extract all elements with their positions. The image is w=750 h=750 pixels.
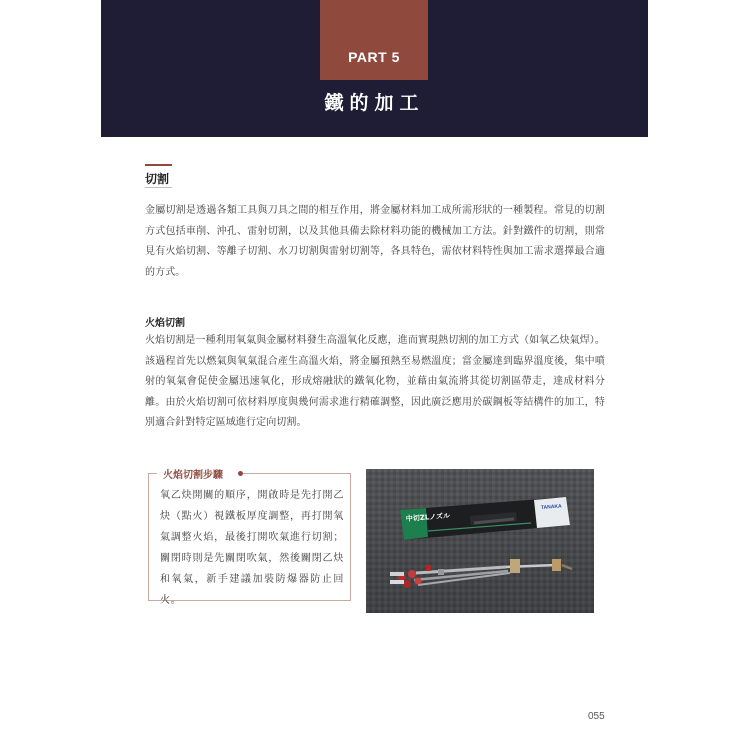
cutting-torch-photo (366, 469, 594, 613)
section-title: 切割 (145, 172, 170, 186)
tip-box-dot (238, 471, 243, 476)
tip-box-top-left (148, 473, 157, 474)
box-brand-text: 中切ZLノズル (405, 511, 451, 523)
page-number: 055 (588, 711, 605, 722)
tip-box-title: 火焰切割步驟 (161, 466, 225, 481)
box-maker-text: TANAKA (540, 503, 562, 511)
subsection-paragraph: 火焰切割是一種利用氧氣與金屬材料發生高溫氧化反應，進而實現熱切割的加工方式（如氧乙炔氣焊）。該過程首先以燃氣與氧氣混合產生高溫火焰，將金屬預熱至易燃溫度；當金屬達到臨界溫度後，集中噴射的氧氣會促使金屬迅速氧化，形成熔融狀的鐵氧化物，並藉由氣流將其從切割區帶走，達成材料分離。由於火焰切割可依材料厚度與幾何需求進行精確調整，因此廣泛應用於碳鋼板等結構件的加工，特別適合針對特定區域進行定向切割。 (145, 335, 605, 428)
part-tab (320, 0, 428, 80)
part-label: PART 5 (348, 49, 400, 65)
chapter-header (101, 0, 648, 137)
section-underline (145, 187, 172, 188)
tip-box-text: 氧乙炔開關的順序，開啟時是先打開乙炔（點火）視鐵板厚度調整，再打開氧氣調整火焰，最後打開吹氣進行切割；關閉時則是先關閉吹氣，然後關閉乙炔和氧氣，新手建議加裝防爆器防止回火。 (160, 490, 344, 606)
subsection-title: 火焰切割 (145, 318, 185, 329)
section-rule (145, 164, 172, 166)
intro-paragraph: 金屬切割是透過各類工具與刀具之間的相互作用，將金屬材料加工成所需形狀的一種製程。常見的切割方式包括車削、沖孔、雷射切割，以及其他具備去除材料功能的機械加工方法。針對鐵件的切割，則常見有火焰切割、等離子切割、水刀切割與雷射切割等，各具特色，需依材料特性與加工需求選擇最合適的方式。 (145, 205, 605, 278)
tip-box-top-right (240, 473, 351, 474)
chapter-title: 鐵的加工 (324, 92, 425, 114)
